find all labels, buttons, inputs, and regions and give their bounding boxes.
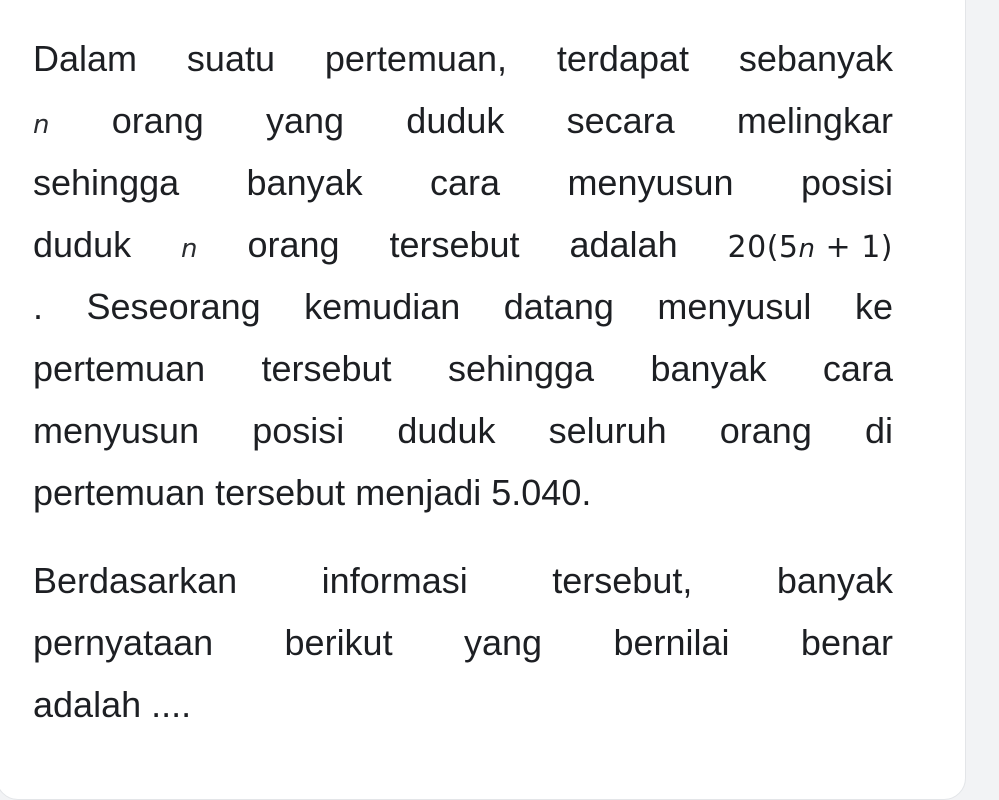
word: Dalam — [33, 38, 138, 79]
formula-suffix: + 1) — [825, 230, 893, 265]
word: pertemuan, — [324, 38, 507, 79]
question-line-7 — [33, 400, 893, 462]
question-line-9 — [33, 550, 893, 612]
word: duduk — [33, 224, 132, 265]
word: informasi — [321, 560, 468, 601]
question-line-6 — [33, 338, 893, 400]
word: banyak — [776, 560, 893, 601]
word: yang — [463, 622, 543, 663]
formula-prefix: 20(5 — [727, 230, 799, 265]
question-line-3 — [33, 152, 893, 214]
word: posisi — [252, 410, 345, 451]
word: cara — [822, 348, 893, 389]
word: duduk — [406, 100, 505, 141]
word: pernyataan — [33, 622, 214, 663]
word: suatu — [186, 38, 275, 79]
line-text: adalah .... — [33, 684, 192, 725]
word: terdapat — [556, 38, 689, 79]
question-line-1 — [33, 28, 893, 90]
question-line-5 — [33, 276, 893, 338]
question-text — [33, 28, 893, 736]
question-line-11 — [33, 674, 893, 736]
word: orang — [111, 100, 204, 141]
word: sehingga — [33, 162, 180, 203]
word: bernilai — [613, 622, 730, 663]
word: tersebut, — [552, 560, 693, 601]
math-formula — [728, 217, 893, 280]
formula-variable-n: n — [798, 234, 816, 264]
word: duduk — [397, 410, 496, 451]
word: pertemuan — [33, 348, 206, 389]
word: orang — [247, 224, 340, 265]
question-line-2 — [33, 90, 893, 152]
word: benar — [800, 622, 893, 663]
word: menyusun — [567, 162, 734, 203]
question-line-4 — [33, 214, 893, 276]
word: tersebut — [261, 348, 392, 389]
word: posisi — [800, 162, 893, 203]
word: melingkar — [736, 100, 893, 141]
line-text: pertemuan tersebut menjadi 5.040. — [33, 472, 592, 513]
word: Seseorang — [86, 286, 261, 327]
word: banyak — [246, 162, 363, 203]
word: . — [33, 286, 44, 327]
word: datang — [503, 286, 614, 327]
word: kemudian — [304, 286, 461, 327]
word: ke — [854, 286, 893, 327]
word: banyak — [650, 348, 767, 389]
word: adalah — [569, 224, 678, 265]
word: berikut — [284, 622, 393, 663]
word: sehingga — [447, 348, 595, 389]
word: di — [864, 410, 893, 451]
math-variable-n: n — [33, 110, 50, 140]
word: yang — [266, 100, 345, 141]
word: orang — [719, 410, 812, 451]
word: tersebut — [389, 224, 520, 265]
word: seluruh — [548, 410, 667, 451]
word: menyusun — [33, 410, 200, 451]
word: Berdasarkan — [33, 560, 238, 601]
math-variable-n: n — [181, 234, 198, 264]
word: cara — [430, 162, 501, 203]
question-line-10 — [33, 612, 893, 674]
word: secara — [566, 100, 675, 141]
question-line-8 — [33, 462, 893, 524]
word: sebanyak — [738, 38, 893, 79]
word: menyusul — [657, 286, 812, 327]
